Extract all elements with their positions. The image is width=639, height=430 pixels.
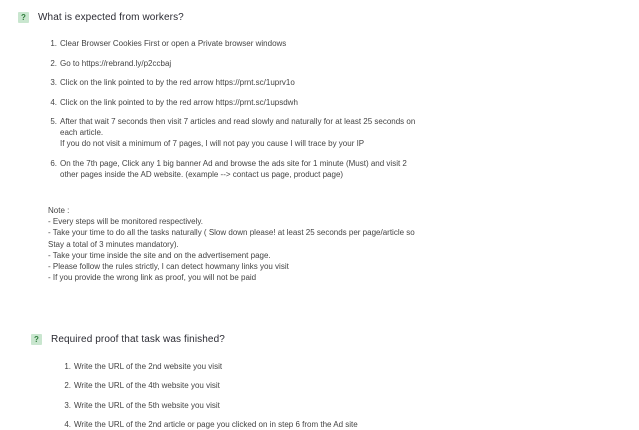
step-text: Clear Browser Cookies First or open a Private browser windows bbox=[60, 39, 287, 48]
note-heading: Note : bbox=[48, 206, 70, 215]
step-text: If you do not visit a minimum of 7 pages, I will not pay you cause I will trace by your IP bbox=[60, 139, 365, 149]
proof-section bbox=[31, 331, 225, 347]
proof-steps-list bbox=[0, 361, 639, 430]
step-text: Go to https://rebrand.ly/p2ccbaj bbox=[60, 58, 172, 68]
step-text: Click on the link pointed to by the red arrow https://prnt.sc/1uprv1o bbox=[60, 78, 295, 88]
proof-header bbox=[31, 331, 225, 347]
step-text: Write the URL of the 5th website you visit bbox=[74, 400, 220, 410]
list-item bbox=[0, 380, 639, 399]
list-item bbox=[0, 116, 639, 158]
step-text: Write the URL of the 4th website you visit bbox=[74, 381, 220, 391]
step-text: other pages inside the AD website. (example --> contact us page, product page) bbox=[60, 170, 344, 180]
list-item bbox=[0, 361, 639, 380]
step-number: 4. bbox=[50, 97, 57, 107]
note-line: - If you provide the wrong link as proof, you will not be paid bbox=[48, 273, 257, 283]
note-line: - Take your time inside the site and on the advertisement page. bbox=[48, 250, 271, 260]
note-line: - Every steps will be monitored respectively. bbox=[48, 217, 204, 227]
proof-title: Required proof that task was finished? bbox=[51, 333, 225, 345]
list-item bbox=[0, 38, 639, 58]
list-item bbox=[0, 419, 639, 430]
note-line: - Take your time to do all the tasks naturally ( Slow down please! at least 25 seconds per page/article so bbox=[48, 228, 415, 238]
step-number: 4. bbox=[64, 419, 71, 429]
question-badge-icon: ? bbox=[18, 12, 29, 23]
list-item bbox=[0, 400, 639, 419]
note-block bbox=[48, 205, 415, 283]
expected-steps-list bbox=[0, 38, 639, 182]
step-number: 6. bbox=[50, 159, 57, 169]
expected-header bbox=[18, 9, 184, 25]
note-line: Stay a total of 3 minutes mandatory). bbox=[48, 239, 179, 249]
step-number: 3. bbox=[50, 78, 57, 88]
step-number: 2. bbox=[64, 381, 71, 391]
expected-section bbox=[18, 9, 184, 25]
step-text: each article. bbox=[60, 128, 104, 138]
step-text: Write the URL of the 2nd website you visit bbox=[74, 362, 223, 371]
step-text: After that wait 7 seconds then visit 7 articles and read slowly and naturally for at least 25 seconds on bbox=[60, 117, 416, 127]
step-text: On the 7th page, Click any 1 big banner Ad and browse the ads site for 1 minute (Must) and visit 2 bbox=[60, 159, 407, 169]
list-item bbox=[0, 97, 639, 117]
step-number: 1. bbox=[50, 39, 57, 48]
expected-title: What is expected from workers? bbox=[38, 11, 184, 23]
step-text: Click on the link pointed to by the red arrow https://prnt.sc/1upsdwh bbox=[60, 97, 298, 107]
list-item bbox=[0, 58, 639, 78]
list-item bbox=[0, 158, 639, 182]
step-number: 1. bbox=[64, 362, 71, 371]
question-badge-icon: ? bbox=[31, 334, 42, 345]
step-text: Write the URL of the 2nd article or page you clicked on in step 6 from the Ad site bbox=[74, 419, 358, 429]
list-item bbox=[0, 77, 639, 97]
note-line: - Please follow the rules strictly, I can detect howmany links you visit bbox=[48, 262, 289, 272]
step-number: 2. bbox=[50, 58, 57, 68]
step-number: 3. bbox=[64, 400, 71, 410]
step-number: 5. bbox=[50, 117, 57, 127]
